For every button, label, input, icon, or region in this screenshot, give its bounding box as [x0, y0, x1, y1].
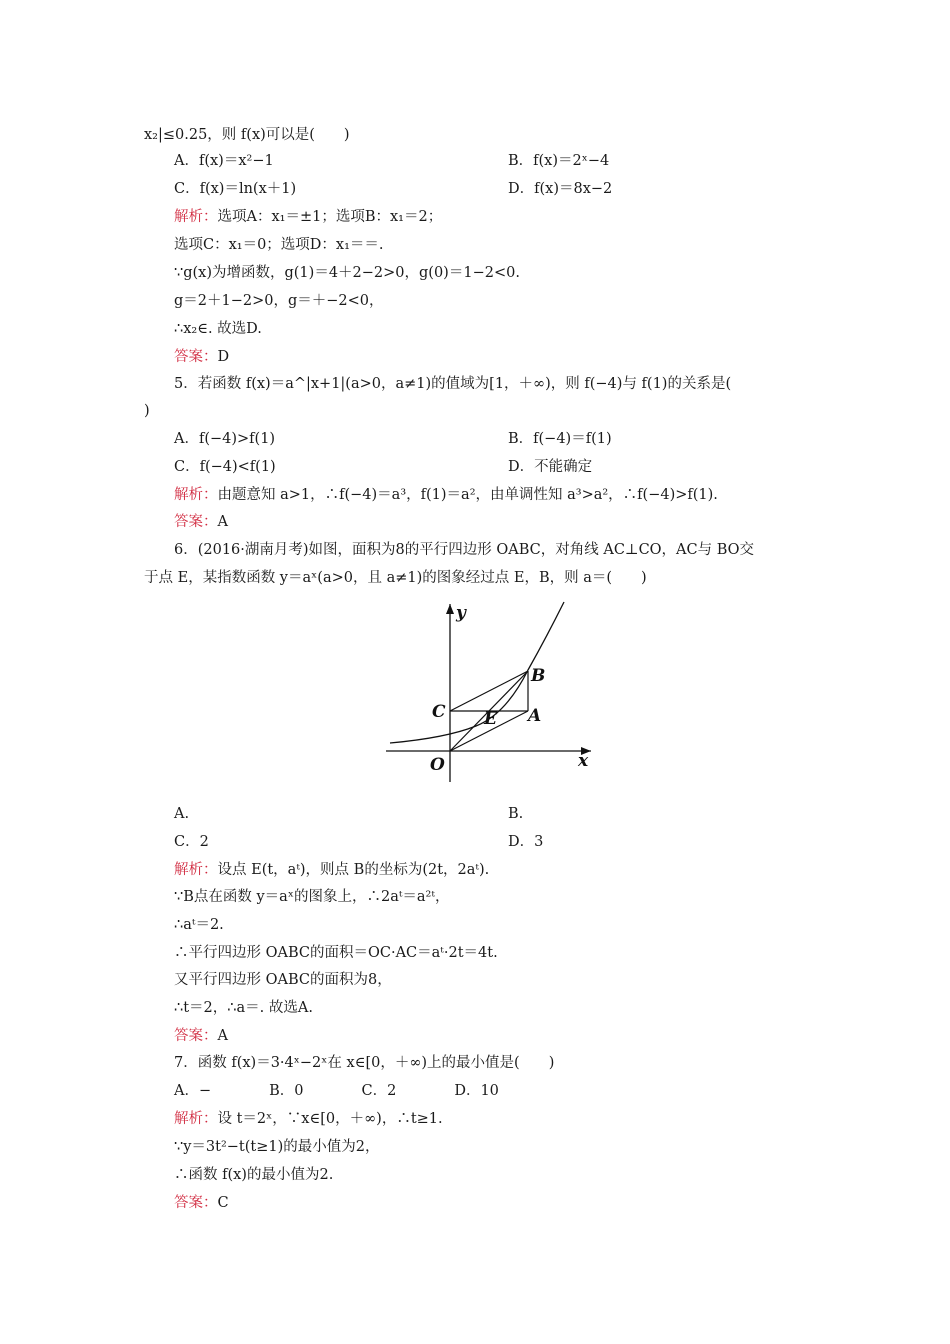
answer-label: 答案： [174, 514, 218, 530]
text-line: x₂|≤0.25，则 f(x)可以是( ) [144, 127, 350, 143]
label-y: y [456, 603, 466, 623]
solution-line [174, 207, 442, 227]
text-line: ∴x₂∈. 故选D. [174, 321, 262, 337]
solution-line [174, 1109, 443, 1129]
solution-text: 选项A：x₁＝±1；选项B：x₁＝2； [217, 209, 443, 225]
option-d: D．不能确定 [508, 459, 593, 475]
y-axis-arrow [446, 604, 454, 614]
question-7: 7．函数 f(x)＝3·4ˣ−2ˣ在 x∈[0，＋∞)上的最小值是( ) [174, 1055, 555, 1071]
label-c: C [432, 702, 446, 722]
option-c: C．f(−4)<f(1) [174, 459, 276, 475]
text-line: ∵B点在函数 y＝aˣ的图象上，∴2aᵗ＝a²ᵗ， [174, 889, 450, 905]
text-line: 于点 E，某指数函数 y＝aˣ(a>0，且 a≠1)的图象经过点 E，B，则 a＝( ) [144, 570, 647, 586]
solution-label: 解析： [174, 862, 218, 878]
text-line: g＝2＋1−2>0，g＝＋−2<0， [174, 293, 384, 309]
solution-label: 解析： [174, 209, 218, 225]
solution-text: 设点 E(t，aᵗ)，则点 B的坐标为(2t，2aᵗ). [217, 862, 490, 878]
option-d: D．f(x)＝8x−2 [508, 181, 613, 197]
label-b: B [531, 666, 546, 686]
label-o: O [430, 755, 445, 775]
option-b: B. [508, 806, 524, 822]
answer-text: A [217, 514, 228, 530]
text-line: 选项C：x₁＝0；选项D：x₁＝＝. [174, 237, 384, 253]
answer-line [174, 512, 228, 532]
question-6: 6．(2016·湖南月考)如图，面积为8的平行四边形 OABC，对角线 AC⊥CO，AC与 BO交 [174, 542, 755, 558]
text-line: ∴t＝2，∴a＝. 故选A. [174, 1000, 313, 1016]
option-b: B．f(x)＝2ˣ−4 [508, 153, 610, 169]
option-c: C．f(x)＝ln(x＋1) [174, 181, 297, 197]
label-x: x [578, 751, 589, 771]
question-5: 5．若函数 f(x)＝a^|x+1|(a>0，a≠1)的值域为[1，＋∞)，则 f(−4)与 f(1)的关系是( [174, 376, 732, 392]
label-a: A [528, 706, 542, 726]
solution-line [174, 860, 489, 880]
solution-text: 由题意知 a>1，∴f(−4)＝a³，f(1)＝a²，由单调性知 a³>a²，∴f(−4)>f(1). [217, 487, 718, 503]
solution-line [174, 485, 718, 505]
option-a: A. [174, 806, 190, 822]
option-a: A．f(−4)>f(1) [174, 431, 276, 447]
option-b: B．f(−4)＝f(1) [508, 431, 612, 447]
text-line: ) [144, 403, 150, 419]
solution-label: 解析： [174, 487, 218, 503]
answer-text: C [217, 1195, 229, 1211]
answer-label: 答案： [174, 1195, 218, 1211]
solution-text: 设 t＝2ˣ，∵x∈[0，＋∞)，∴t≥1. [217, 1111, 443, 1127]
text-line: ∴函数 f(x)的最小值为2. [174, 1167, 334, 1183]
label-e: E [484, 709, 497, 729]
option-c: C．2 [174, 834, 209, 850]
function-graph-figure [386, 598, 596, 788]
option-d: D．3 [508, 834, 544, 850]
text-line: ∴平行四边形 OABC的面积＝OC·AC＝aᵗ·2t＝4t. [174, 945, 498, 961]
answer-line [174, 347, 229, 367]
solution-label: 解析： [174, 1111, 218, 1127]
option-a: A．f(x)＝x²−1 [174, 153, 274, 169]
answer-label: 答案： [174, 1028, 218, 1044]
options-line: A．− B．0 C．2 D．10 [174, 1083, 499, 1099]
answer-line [174, 1193, 229, 1213]
text-line: ∴aᵗ＝2. [174, 917, 224, 933]
answer-text: A [217, 1028, 228, 1044]
answer-text: D [217, 349, 230, 365]
text-line: 又平行四边形 OABC的面积为8， [174, 972, 392, 988]
text-line: ∵g(x)为增函数，g(1)＝4＋2−2>0，g(0)＝1−2<0. [174, 265, 520, 281]
answer-line [174, 1026, 228, 1046]
answer-label: 答案： [174, 349, 218, 365]
text-line: ∵y＝3t²−t(t≥1)的最小值为2， [174, 1139, 380, 1155]
